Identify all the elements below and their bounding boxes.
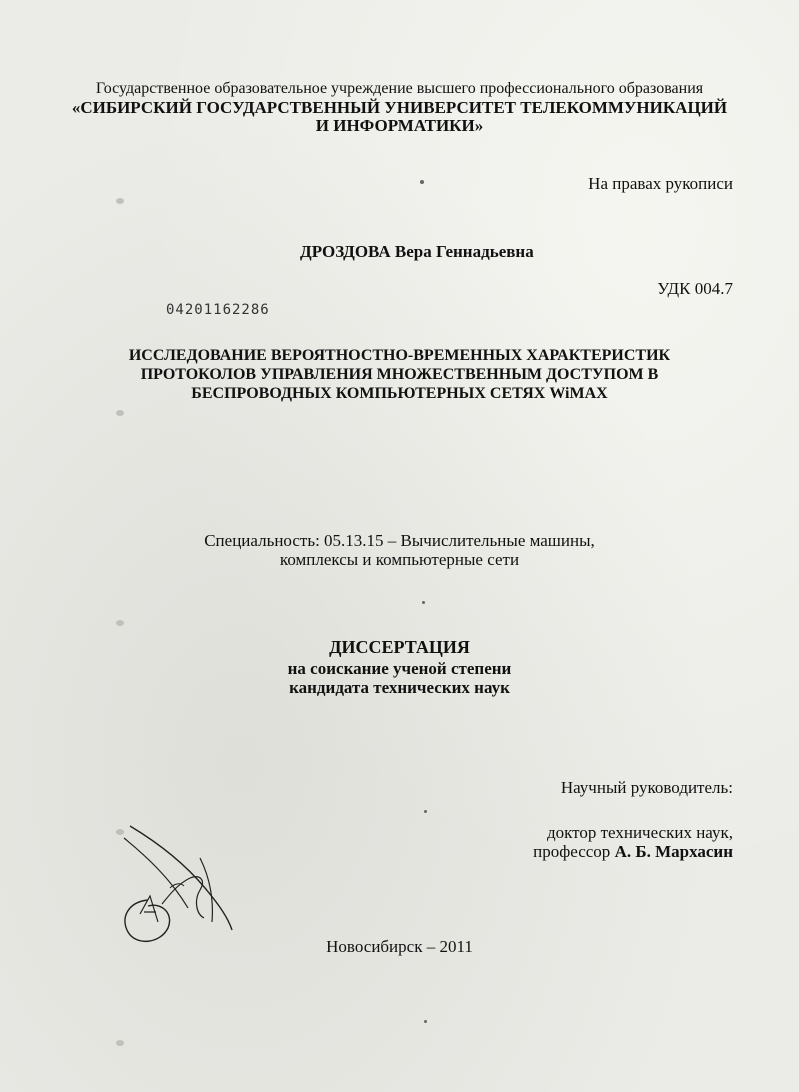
scan-speck — [420, 180, 424, 184]
binder-hole — [116, 829, 124, 835]
title-line2: ПРОТОКОЛОВ УПРАВЛЕНИЯ МНОЖЕСТВЕННЫМ ДОСТУПОМ В — [140, 366, 659, 383]
binder-hole — [116, 198, 124, 204]
specialty-line2: комплексы и компьютерные сети — [279, 550, 520, 569]
institution-type: Государственное образовательное учреждение высшего профессионального образования — [95, 80, 704, 97]
supervisor-label: Научный руководитель: — [560, 778, 733, 797]
binder-hole — [116, 1040, 124, 1046]
supervisor-degree: доктор технических наук, — [546, 823, 733, 842]
scan-speck — [424, 1020, 427, 1023]
dissertation-heading: ДИССЕРТАЦИЯ — [329, 637, 470, 657]
manuscript-rights: На правах рукописи — [588, 174, 733, 193]
specialty-line1: Специальность: 05.13.15 – Вычислительные машины, — [204, 531, 595, 550]
supervisor-name: А. Б. Мархасин — [614, 842, 733, 861]
supervisor-title — [533, 842, 733, 862]
supervisor-title-prefix: профессор — [533, 842, 611, 861]
author-name: ДРОЗДОВА Вера Геннадьевна — [300, 242, 534, 261]
title-line3: БЕСПРОВОДНЫХ КОМПЬЮТЕРНЫХ СЕТЯХ WiMAX — [191, 385, 608, 402]
scan-speck — [424, 810, 427, 813]
binder-hole — [116, 620, 124, 626]
binder-hole — [116, 410, 124, 416]
scan-speck — [422, 601, 425, 604]
dissertation-degree-line2: кандидата технических наук — [289, 678, 510, 697]
udc-code: УДК 004.7 — [657, 279, 733, 298]
university-name-line1: «СИБИРСКИЙ ГОСУДАРСТВЕННЫЙ УНИВЕРСИТЕТ ТЕЛЕКОММУНИКАЦИЙ — [71, 98, 728, 117]
title-line1: ИССЛЕДОВАНИЕ ВЕРОЯТНОСТНО-ВРЕМЕННЫХ ХАРАКТЕРИСТИК — [128, 347, 671, 364]
dissertation-degree-line1: на соискание ученой степени — [287, 659, 512, 678]
university-name-line2: И ИНФОРМАТИКИ» — [315, 116, 484, 135]
registration-number: 04201162286 — [166, 302, 270, 318]
place-and-year: Новосибирск – 2011 — [326, 937, 473, 956]
